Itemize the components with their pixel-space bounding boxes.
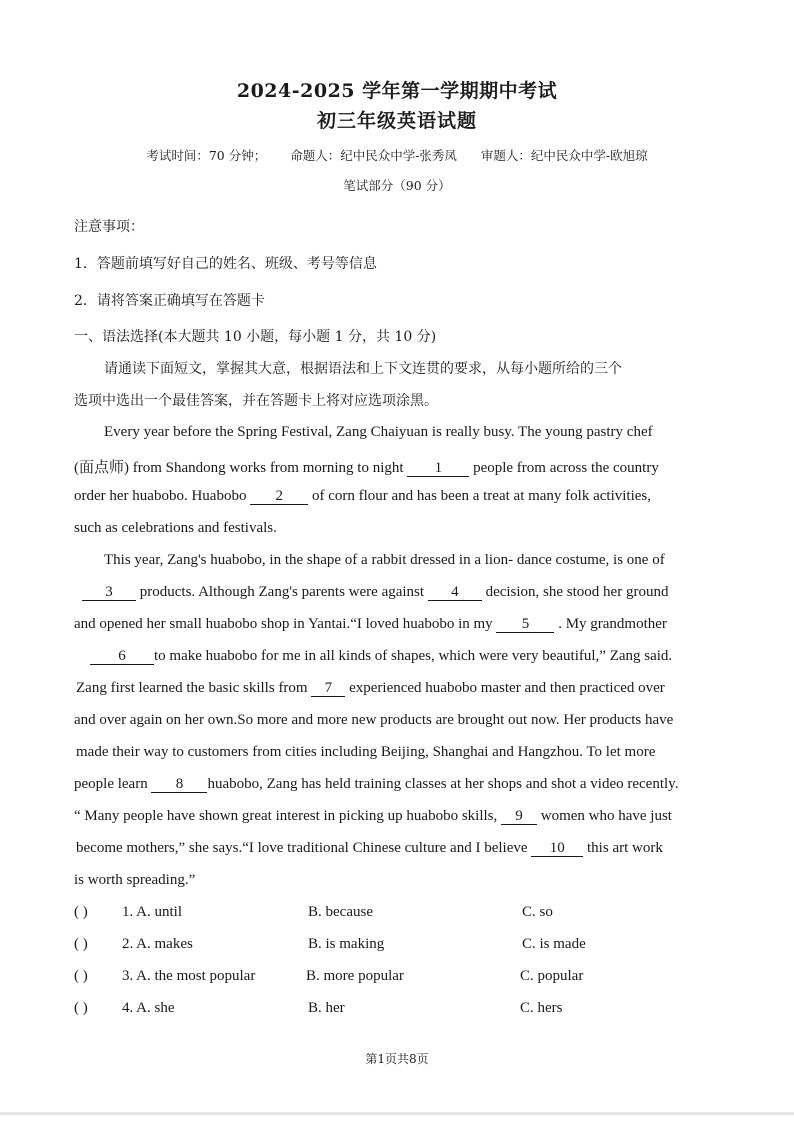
passage-line: order her huabobo. Huabobo 2 of corn flour and has been a treat at many folk activities, (74, 488, 651, 504)
question-option-a: 4. A. she (122, 1000, 175, 1016)
answer-paren[interactable]: ( ) (74, 936, 88, 952)
blank-8: 8 (151, 776, 207, 793)
notes-item-2: 2．请将答案正确填写在答题卡 (74, 293, 265, 309)
question-option-c: C. so (522, 904, 553, 920)
passage-line: people learn 8 huabobo, Zang has held training classes at her shops and shot a video recently. (74, 776, 679, 792)
passage-line: 6 to make huabobo for me in all kinds of shapes, which were very beautiful,” Zang said. (90, 648, 672, 665)
passage-line: This year, Zang's huabobo, in the shape of a rabbit dressed in a lion- dance costume, is one of (104, 552, 665, 568)
passage-line: made their way to customers from cities including Beijing, Shanghai and Hangzhou. To let more (76, 744, 656, 760)
blank-6: 6 (90, 648, 154, 665)
scan-edge (0, 1112, 794, 1115)
section-label: 笔试部分（90 分） (343, 178, 451, 193)
notes-item-1: 1．答题前填写好自己的姓名、班级、考号等信息 (74, 256, 377, 272)
passage-line: (面点师) from Shandong works from morning to night 1 people from across the country (74, 460, 659, 476)
question-option-b: B. more popular (306, 968, 404, 984)
exam-reviewer: 审题人：纪中民众中学-欧旭琼 (480, 148, 648, 163)
blank-3: 3 (82, 584, 136, 601)
notes-heading: 注意事项： (74, 219, 144, 235)
exam-time: 考试时间：70 分钟； (146, 148, 267, 163)
blank-5: 5 (496, 616, 554, 633)
blank-2: 2 (250, 488, 308, 505)
passage-line: 3 products. Although Zang's parents were against 4 decision, she stood her ground (82, 584, 668, 601)
question-option-c: C. is made (522, 936, 586, 952)
blank-1: 1 (407, 460, 469, 477)
blank-9: 9 (501, 808, 537, 825)
blank-10: 10 (531, 840, 583, 857)
blank-7: 7 (311, 680, 345, 697)
passage-line: become mothers,” she says.“I love traditional Chinese culture and I believe 10 this art work (76, 840, 663, 856)
passage-line: and opened her small huabobo shop in Yantai.“I loved huabobo in my 5 . My grandmother (74, 616, 667, 632)
blank-4: 4 (428, 584, 482, 601)
question-option-c: C. hers (520, 1000, 563, 1016)
passage-line: Every year before the Spring Festival, Zang Chaiyuan is really busy. The young pastry chef (104, 424, 653, 440)
part1-heading: 一、语法选择(本大题共 10 小题，每小题 1 分，共 10 分) (74, 329, 437, 345)
passage-line: Zang first learned the basic skills from 7 experienced huabobo master and then practiced over (76, 680, 665, 696)
page-number: 第1页共8页 (365, 1052, 429, 1066)
question-option-b: B. her (308, 1000, 345, 1016)
question-option-a: 2. A. makes (122, 936, 193, 952)
passage-line: “ Many people have shown great interest in picking up huabobo skills, 9 women who have just (74, 808, 672, 824)
part1-instructions-2: 选项中选出一个最佳答案，并在答题卡上将对应选项涂黑。 (74, 393, 438, 409)
exam-subtitle: 初三年级英语试题 (316, 110, 477, 132)
answer-paren[interactable]: ( ) (74, 904, 88, 920)
part1-instructions-1: 请通读下面短文，掌握其大意，根据语法和上下文连贯的要求，从每小题所给的三个 (104, 361, 622, 377)
exam-meta (0, 146, 794, 164)
passage-line: and over again on her own.So more and more new products are brought out now. Her products have (74, 712, 674, 728)
question-option-b: B. because (308, 904, 373, 920)
passage-line: such as celebrations and festivals. (74, 520, 277, 536)
question-option-a: 3. A. the most popular (122, 968, 256, 984)
passage-line: is worth spreading.” (74, 872, 196, 888)
exam-title: 2024-2025 学年第一学期期中考试 (236, 80, 558, 102)
question-option-a: 1. A. until (122, 904, 183, 920)
answer-paren[interactable]: ( ) (74, 968, 88, 984)
question-option-b: B. is making (308, 936, 385, 952)
exam-setter: 命题人：纪中民众中学-张秀凤 (290, 148, 457, 163)
question-option-c: C. popular (520, 968, 584, 984)
answer-paren[interactable]: ( ) (74, 1000, 88, 1016)
